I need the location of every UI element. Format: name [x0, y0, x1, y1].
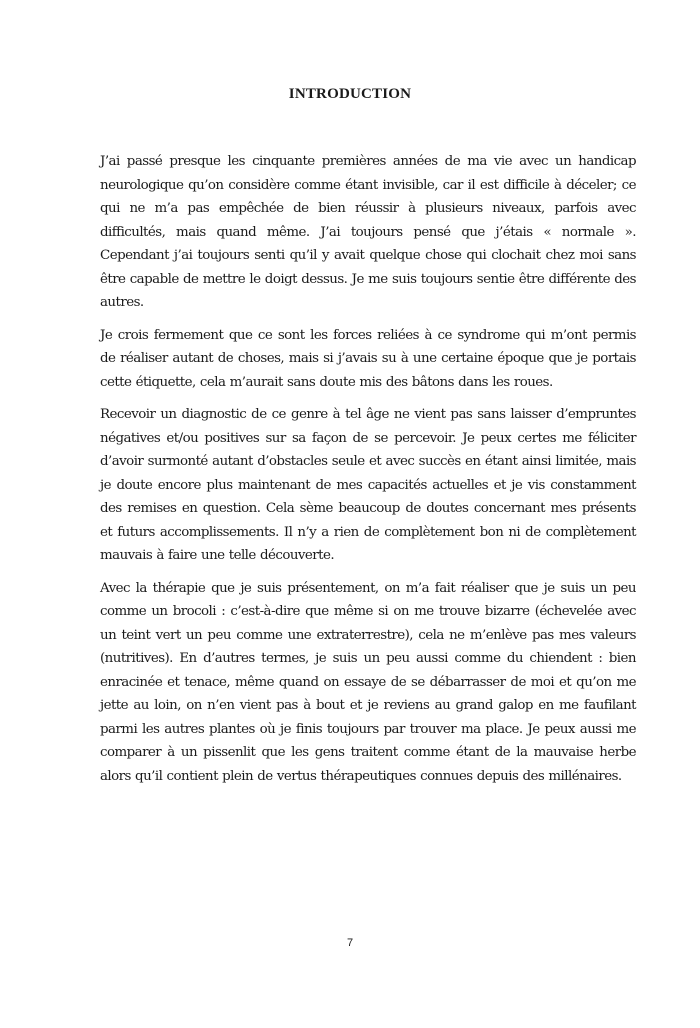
paragraph-4: Avec la thérapie que je suis présentement, on m’a fait réaliser que je suis un peu comme un brocoli : c’est-à-dire que même si on me trouve bizarre (échevelée avec un teint vert un peu comme une extraterrestre), cela ne m’enlève pas mes valeurs (nutritives). En d’autres termes, je suis un peu aussi comme du chiendent : bien enracinée et tenace, même quand on essaye de se débarrasser de moi et qu’on me jette au loin, on n’en vient pas à bout et je reviens au grand galop en me faufilant parmi les autres plantes où je finis toujours par trouver ma place. Je peux aussi me comparer à un pissenlit que les gens traitent comme étant de la mauvaise herbe alors qu’il contient plein de vertus thérapeutiques connues depuis des millénaires. — [100, 580, 636, 784]
paragraph-1: J’ai passé presque les cinquante premières années de ma vie avec un handicap neurologique qu’on considère comme étant invisible, car il est difficile à déceler; ce qui ne m’a pas empêchée de bien réussir à plusieurs niveaux, parfois avec difficultés, mais quand même. J’ai toujours pensé que j’étais « normale ». Cependant j’ai toujours senti qu’il y avait quelque chose qui clochait chez moi sans être capable de mettre le doigt dessus. Je me suis toujours sentie être différente des autres. — [100, 154, 636, 310]
page-title: INTRODUCTION — [288, 86, 412, 102]
page-number: 7 — [346, 937, 354, 949]
paragraph-2: Je crois fermement que ce sont les forces reliées à ce syndrome qui m’ont permis de réaliser autant de choses, mais si j’avais su à une certaine époque que je portais cette étiquette, cela m’aurait sans doute mis des bâtons dans les roues. — [100, 327, 636, 390]
paragraph-3: Recevoir un diagnostic de ce genre à tel âge ne vient pas sans laisser d’empruntes négatives et/ou positives sur sa façon de se percevoir. Je peux certes me féliciter d’avoir surmonté autant d’obstacles seule et avec succès en étant ainsi limitée, mais je doute encore plus maintenant de mes capacités actuelles et je vis constamment des remises en question. Cela sème beaucoup de doutes concernant mes présents et futurs accomplissements. Il n’y a rien de complètement bon ni de complètement mauvais à faire une telle découverte. — [100, 407, 636, 563]
body-text — [100, 150, 636, 797]
